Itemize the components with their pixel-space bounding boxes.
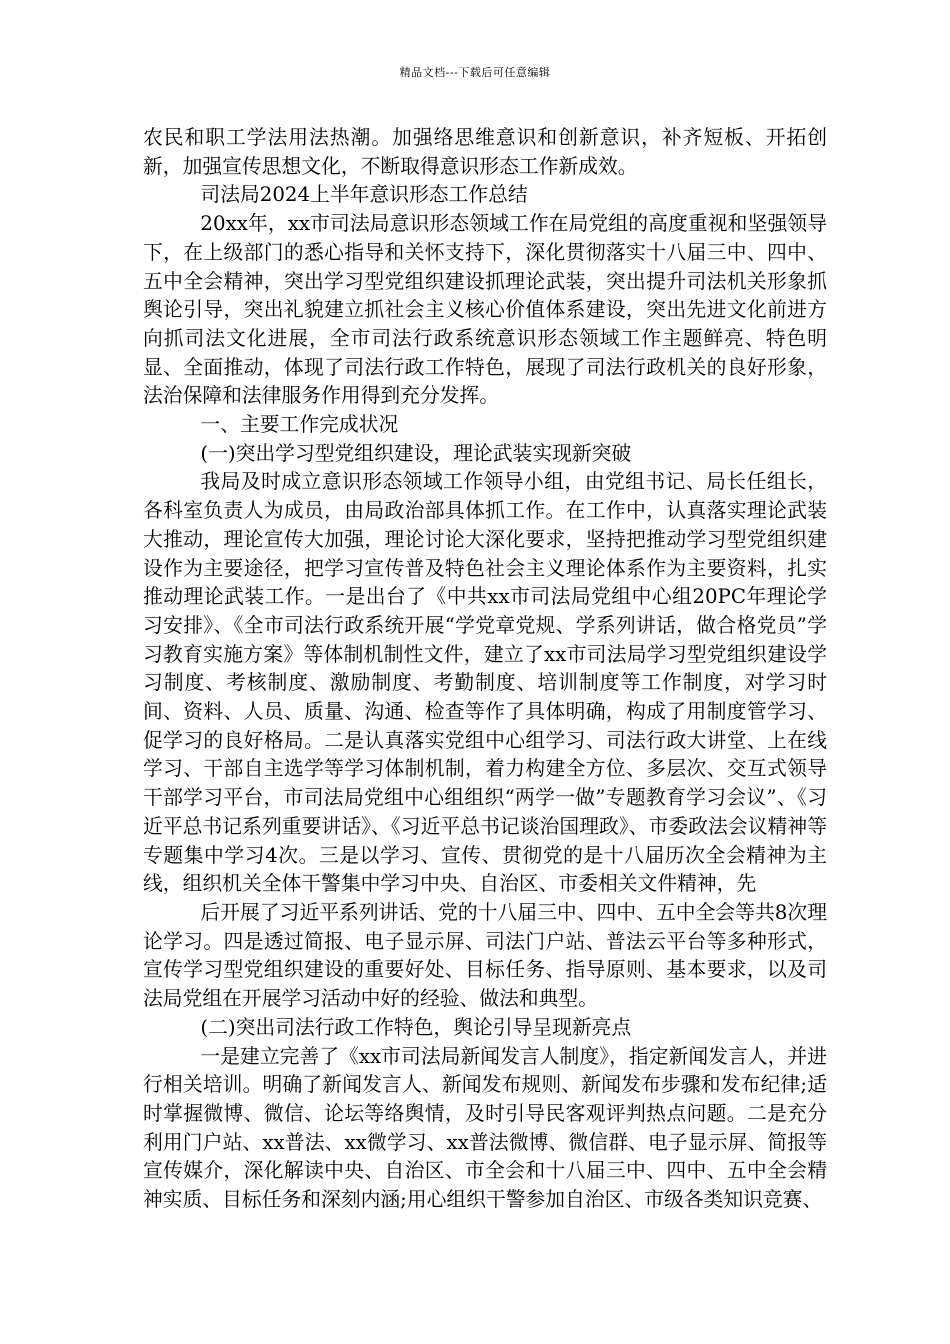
paragraph-continuation: 农民和职工学法用法热潮。加强络思维意识和创新意识，补齐短板、开拓创新，加强宣传思想文化，不断取得意识形态工作新成效。 bbox=[143, 126, 827, 178]
subsection-heading-1: (一)突出学习型党组织建设，理论武装实现新突破 bbox=[200, 441, 632, 465]
paragraph-intro: 20xx年，xx市司法局意识形态领域工作在局党组的高度重视和坚强领导下，在上级部门的悉心指导和关怀支持下，深化贯彻落实十八届三中、四中、五中全会精神，突出学习型党组织建设抓理论武装，突出提升司法机关形象抓舆论引导，突出礼貌建立抓社会主义核心价值体系建设，突出先进文化前进方向抓司法文化进展，全市司法行政系统意识形态领域工作主题鲜亮、特色明显、全面推动，体现了司法行政工作特色，展现了司法行政机关的良好形象，法治保障和法律服务作用得到充分发挥。 bbox=[143, 212, 827, 408]
paragraph-study-followup: 后开展了习近平系列讲话、党的十八届三中、四中、五中全会等共8次理论学习。四是透过简报、电子显示屏、司法门户站、普法云平台等多种形式，宣传学习型党组织建设的重要好处、目标任务、指导原则、基本要求，以及司法局党组在开展学习活动中好的经验、做法和典型。 bbox=[143, 900, 827, 1011]
subsection-heading-2: (二)突出司法行政工作特色，舆论引导呈现新亮点 bbox=[200, 1015, 632, 1039]
paragraph-public-opinion: 一是建立完善了《xx市司法局新闻发言人制度》，指定新闻发言人，并进行相关培训。明确了新闻发言人、新闻发布规则、新闻发布步骤和发布纪律;适时掌握微博、微信、论坛等络舆情，及时引导民客观评判热点问题。二是充分利用门户站、xx普法、xx微学习、xx普法微博、微信群、电子显示屏、简报等宣传媒介，深化解读中央、自治区、市全会和十八届三中、四中、五中全会精神实质、目标任务和深刻内涵;用心组织干警参加自治区、市级各类知识竞赛、 bbox=[143, 1044, 827, 1212]
document-body bbox=[143, 124, 827, 1215]
page-header: 精品文档---下载后可任意编辑 bbox=[399, 66, 551, 79]
paragraph-study-organization: 我局及时成立意识形态领域工作领导小组，由党组书记、局长任组长，各科室负责人为成员，由局政治部具体抓工作。在工作中，认真落实理论武装大推动，理论宣传大加强，理论讨论大深化要求，坚持把推动学习型党组织建设作为主要途径，把学习宣传普及特色社会主义理论体系作为主要资料，扎实推动理论武装工作。一是出台了《中共xx市司法局党组中心组20PC年理论学习安排》、《全市司法行政系统开展“学党章党规、学系列讲话，做合格党员”学习教育实施方案》等体制机制性文件，建立了xx市司法局学习型党组织建设学习制度、考核制度、激励制度、考勤制度、培训制度等工作制度，对学习时间、资料、人员、质量、沟通、检查等作了具体明确，构成了用制度管学习、促学习的良好格局。二是认真落实党组中心组学习、司法行政大讲堂、上在线学习、干部自主选学等学习体制机制，着力构建全方位、多层次、交互式领导干部学习平台，市司法局党组中心组组织“两学一做”专题教育学习会议”、《习近平总书记系列重要讲话》、《习近平总书记谈治国理政》、市委政法会议精神等专题集中学习4次。三是以学习、宣传、贯彻党的是十八届历次全会精神为主线，组织机关全体干警集中学习中央、自治区、市委相关文件精神，先 bbox=[143, 470, 827, 896]
section-heading-1: 一、主要工作完成状况 bbox=[200, 413, 399, 437]
document-title: 司法局2024上半年意识形态工作总结 bbox=[200, 183, 528, 207]
